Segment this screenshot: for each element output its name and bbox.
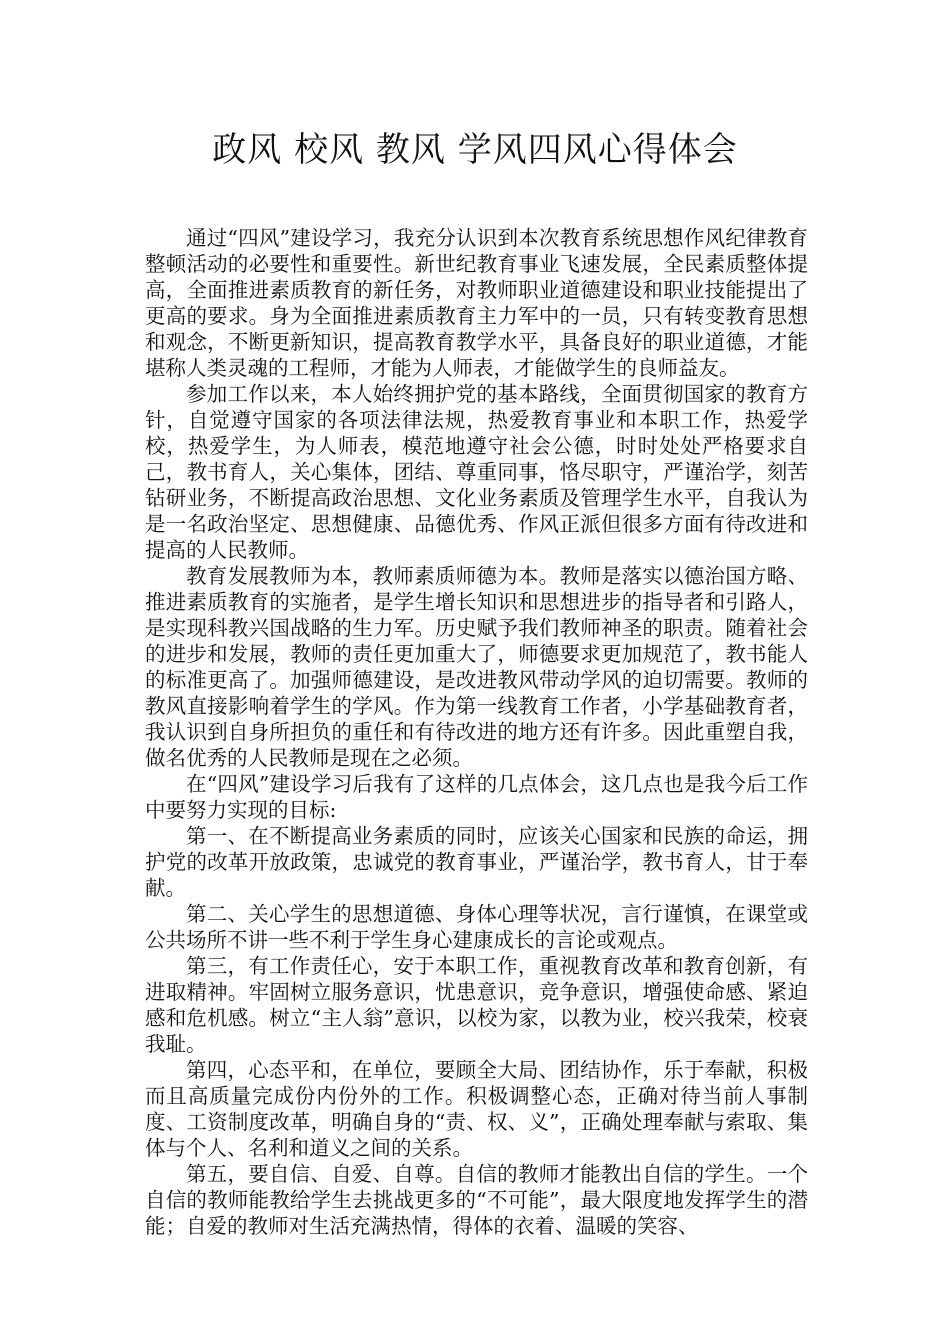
document-body <box>145 225 808 1239</box>
paragraph-intro: 通过“四风”建设学习，我充分认识到本次教育系统思想作风纪律教育整顿活动的必要性和重要性。新世纪教育事业飞速发展，全民素质整体提高，全面推进素质教育的新任务，对教师职业道德建设和职业技能提出了更高的要求。身为全面推进素质教育主力军中的一员，只有转变教育思想和观念，不断更新知识，提高教育教学水平，具备良好的职业道德，才能堪称人类灵魂的工程师，才能为人师表，才能做学生的良师益友。 <box>145 226 808 380</box>
document-title: 政风 校风 教风 学风四风心得体会 <box>212 130 738 170</box>
paragraph-point-five: 第五，要自信、自爱、自尊。自信的教师才能教出自信的学生。一个自信的教师能教给学生去挑战更多的“不可能”，最大限度地发挥学生的潜能；自爱的教师对生活充满热情，得体的衣着、温暖的笑容、 <box>145 1162 808 1238</box>
paragraph-point-four: 第四，心态平和，在单位，要顾全大局、团结协作，乐于奉献，积极而且高质量完成份内份外的工作。积极调整心态，正确对待当前人事制度、工资制度改革，明确自身的“责、权、义”，正确处理奉献与索取、集体与个人、名利和道义之间的关系。 <box>145 1058 808 1160</box>
paragraph-point-two: 第二、关心学生的思想道德、身体心理等状况，言行谨慎，在课堂或公共场所不讲一些不利于学生身心建康成长的言论或观点。 <box>145 902 808 952</box>
paragraph-point-three: 第三，有工作责任心，安于本职工作，重视教育改革和教育创新，有进取精神。牢固树立服务意识，忧患意识，竞争意识，增强使命感、紧迫感和危机感。树立“主人翁”意识，以校为家，以教为业，校兴我荣，校衰我耻。 <box>145 954 808 1056</box>
paragraph-teacher-ethics: 教育发展教师为本，教师素质师德为本。教师是落实以德治国方略、推进素质教育的实施者，是学生增长知识和思想进步的指导者和引路人，是实现科教兴国战略的生力军。历史赋予我们教师神圣的职责。随着社会的进步和发展，教师的责任更加重大了，师德要求更加规范了，教书能人的标准更高了。加强师德建设，是改进教风带动学风的迫切需要。教师的教风直接影响着学生的学风。作为第一线教育工作者，小学基础教育者，我认识到自身所担负的重任和有待改进的地方还有许多。因此重塑自我，做名优秀的人民教师是现在之必须。 <box>145 564 808 770</box>
paragraph-reflections-intro: 在“四风”建设学习后我有了这样的几点体会，这几点也是我今后工作中要努力实现的目标: <box>145 772 808 822</box>
paragraph-work-attitude: 参加工作以来，本人始终拥护党的基本路线，全面贯彻国家的教育方针，自觉遵守国家的各项法律法规，热爱教育事业和本职工作，热爱学校，热爱学生，为人师表，模范地遵守社会公德，时时处处严格要求自己，教书育人，关心集体，团结、尊重同事，恪尽职守，严谨治学，刻苦钻研业务，不断提高政治思想、文化业务素质及管理学生水平，自我认为是一名政治坚定、思想健康、品德优秀、作风正派但很多方面有待改进和提高的人民教师。 <box>145 382 808 562</box>
paragraph-point-one: 第一、在不断提高业务素质的同时，应该关心国家和民族的命运，拥护党的改革开放政策，忠诚党的教育事业，严谨治学，教书育人，甘于奉献。 <box>145 824 808 900</box>
